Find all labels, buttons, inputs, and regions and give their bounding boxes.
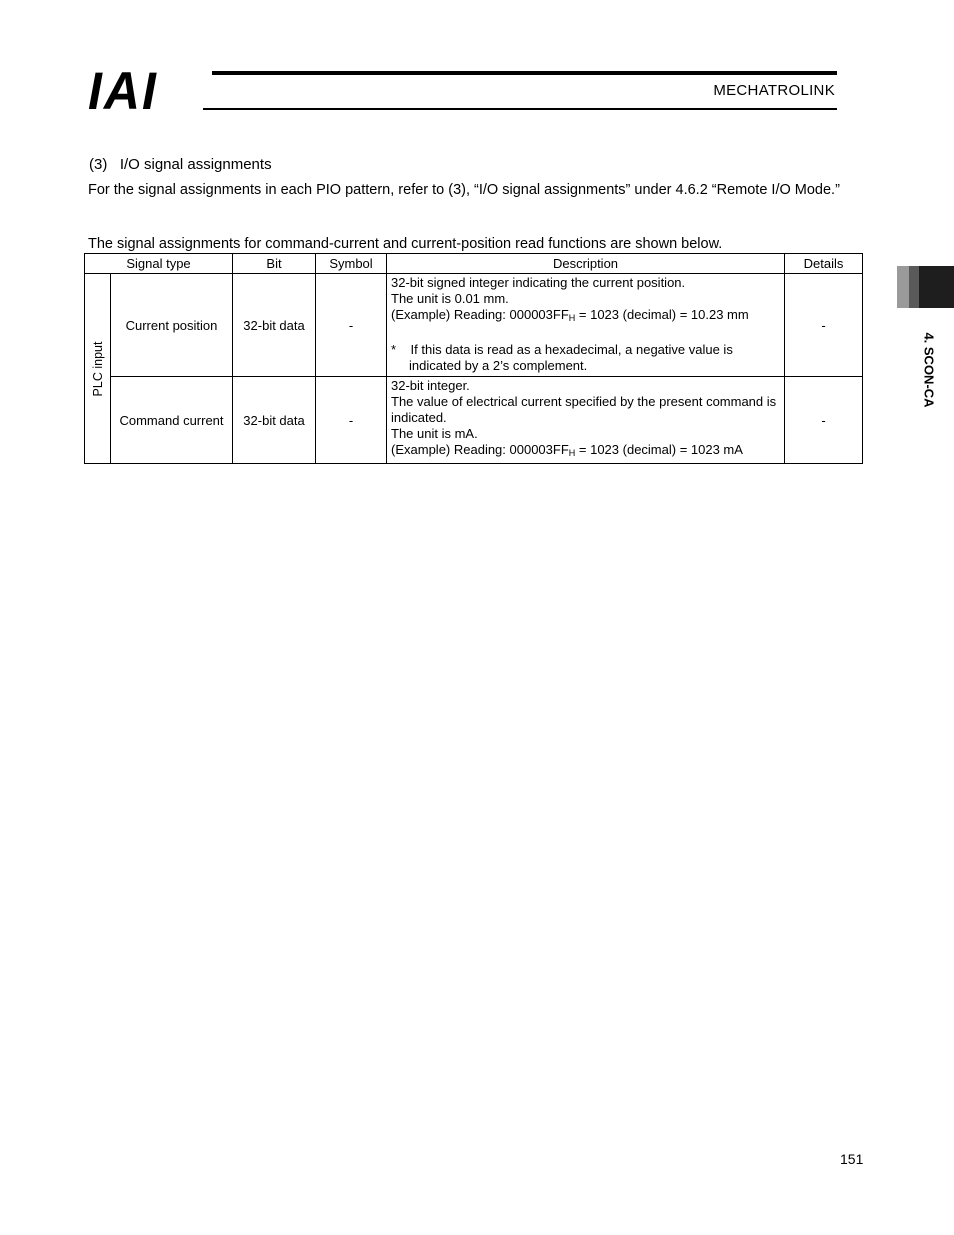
- section-heading: (3) I/O signal assignments: [89, 156, 272, 173]
- header-rule-top: [212, 71, 837, 75]
- symbol-value: -: [316, 274, 387, 377]
- bit-value: 32-bit data: [233, 377, 316, 464]
- header-title: MECHATROLINK: [713, 82, 835, 99]
- plc-input-label: PLC input: [90, 341, 105, 396]
- header-description: Description: [387, 254, 785, 274]
- plc-input-group-cell: [85, 274, 111, 464]
- desc-line: The unit is mA.: [391, 426, 478, 441]
- desc-example: (Example) Reading: $000003FF_H = 1023$ (decimal) = 10.23 mm: [391, 307, 749, 323]
- intro-paragraph: For the signal assignments in each PIO pattern, refer to (3), “I/O signal assignments” under 4.6.2 “Remote I/O Mode.”: [88, 182, 840, 198]
- details-value: -: [785, 377, 863, 464]
- table-intro-paragraph: The signal assignments for command-current and current-position read functions are shown below.: [88, 236, 723, 252]
- chapter-tab-dark: [919, 266, 954, 308]
- header-rule-bottom: [203, 108, 837, 110]
- header-symbol: Symbol: [316, 254, 387, 274]
- header-details: Details: [785, 254, 863, 274]
- chapter-tab-mid: [909, 266, 919, 308]
- description-cell: [387, 377, 785, 464]
- signal-name: Command current: [111, 377, 233, 464]
- page-number: 151: [840, 1151, 864, 1167]
- desc-line: 32-bit integer.: [391, 378, 470, 393]
- table-header-row: [85, 254, 863, 274]
- signal-assignment-table: [84, 253, 863, 464]
- table-row: [85, 274, 863, 377]
- header-signal-type: Signal type: [85, 254, 233, 274]
- symbol-value: -: [316, 377, 387, 464]
- chapter-tab-light: [897, 266, 909, 308]
- bit-value: 32-bit data: [233, 274, 316, 377]
- desc-line: The unit is 0.01 mm.: [391, 291, 509, 306]
- table-row: [85, 377, 863, 464]
- header-bit: Bit: [233, 254, 316, 274]
- desc-example: (Example) Reading: $000003FF_H = 1023$ (decimal) = 1023 mA: [391, 442, 743, 458]
- desc-line: 32-bit signed integer indicating the current position.: [391, 275, 686, 290]
- signal-name: Current position: [111, 274, 233, 377]
- description-cell: [387, 274, 785, 377]
- chapter-label: 4. SCON-CA: [921, 332, 937, 408]
- details-value: -: [785, 274, 863, 377]
- desc-line: The value of electrical current specified by the present command is indicated.: [391, 394, 777, 425]
- desc-note: * If this data is read as a hexadecimal, a negative value is indicated by a 2’s complement.: [391, 342, 737, 373]
- iai-logo: IAI: [88, 61, 158, 121]
